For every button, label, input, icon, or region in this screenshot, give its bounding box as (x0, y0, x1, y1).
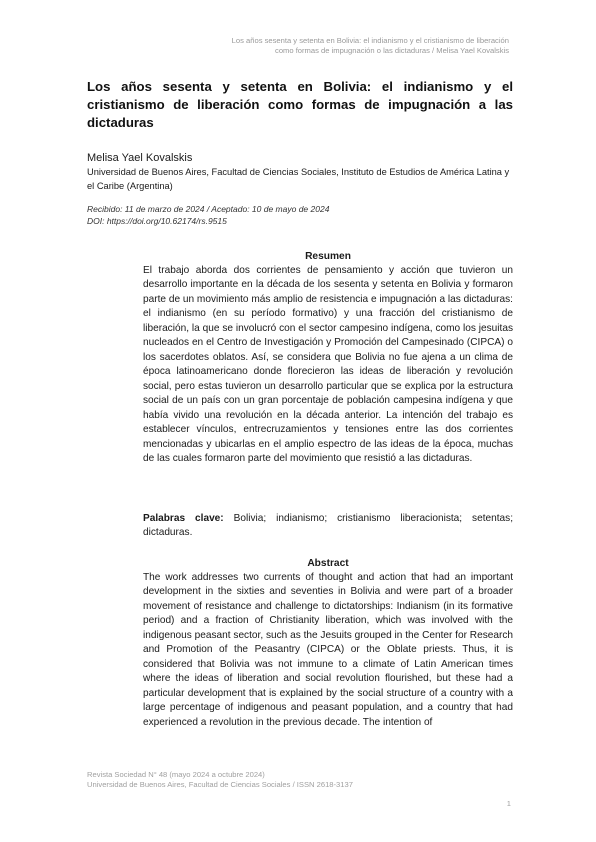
abstract-heading: Abstract (307, 558, 349, 569)
footer (87, 770, 353, 790)
keywords (143, 512, 513, 541)
author-affiliation: Universidad de Buenos Aires, Facultad de Ciencias Sociales, Instituto de Estudios de América Latina y el Caribe (Argentina) (87, 167, 510, 191)
received-accepted-dates: Recibido: 11 de marzo de 2024 / Aceptado: 10 de mayo de 2024 (87, 204, 330, 214)
doi: DOI: https://doi.org/10.62174/rs.9515 (87, 215, 227, 226)
running-header-line-2: como formas de impugnación o las dictaduras / Melisa Yael Kovalskis (275, 46, 509, 55)
page-number: 1 (506, 799, 511, 808)
keywords-label: Palabras clave: (143, 513, 224, 524)
abstract-text: The work addresses two currents of thought and action that had an important development in the sixties and seventies in Bolivia and were part of a broader movement of resistance and challenge to dictatorships: Indianism (in its formative period) and a fraction of Christianity liberation, which was involved with the indigenous peasant sector, such as the Jesuits grouped in the Center for Research and Promotion of the Peasantry (CIPCA) or the Oblate priests. Thus, it is considered that Bolivia was not immune to a climate of Latin American times where the ideas of liberation and social revolution flourished, but these had a particular development that is explained by the social structure of a country with a large percentage of indigenous and peasant population, and a country that had experienced a revolution in the previous decade. The intention of (143, 572, 513, 728)
running-header (129, 36, 509, 56)
resumen-heading: Resumen (305, 251, 351, 262)
author-name: Melisa Yael Kovalskis (87, 152, 193, 164)
footer-institution: Universidad de Buenos Aires, Facultad de Ciencias Sociales / ISSN 2618-3137 (87, 780, 353, 789)
article-title: Los años sesenta y setenta en Bolivia: el indianismo y el cristianismo de liberación como formas de impugnación a las dictaduras (87, 79, 513, 130)
keywords-list: Bolivia; indianismo; cristianismo liberacionista; setentas; dictaduras. (143, 513, 514, 539)
running-header-line-1: Los años sesenta y setenta en Bolivia: el indianismo y el cristianismo de liberación (231, 36, 509, 45)
publication-info (87, 204, 329, 227)
footer-journal: Revista Sociedad N° 48 (mayo 2024 a octubre 2024) (87, 770, 265, 779)
resumen-text: El trabajo aborda dos corrientes de pensamiento y acción que tuvieron un desarrollo importante en la década de los sesenta y setenta en Bolivia y formaron parte de un movimiento más amplio de resistencia e impugnación a las dictaduras: el indianismo (en su período formativo) y una fracción del cristianismo de liberación, la que se involucró con el sector campesino indígena, como los jesuitas nucleados en el Centro de Investigación y Promoción del Campesinado (CIPCA) o los sacerdotes oblatos. Así, se considera que Bolivia no fue ajena a un clima de época latinoamericano donde florecieron las ideas de liberación y revolución social, pero estas tuvieron un desarrollo particular que se explica por la estructura social de un país con un gran porcentaje de población campesina indígena y que había vivido una revolución en la década anterior. La intención del trabajo es establecer vínculos, entrecruzamientos y tensiones entre las dos corrientes mencionadas y ubicarlas en el amplio espectro de las ideas de la época, muchas de las cuales formaron parte del movimiento que resistió a las dictaduras. (143, 265, 513, 465)
